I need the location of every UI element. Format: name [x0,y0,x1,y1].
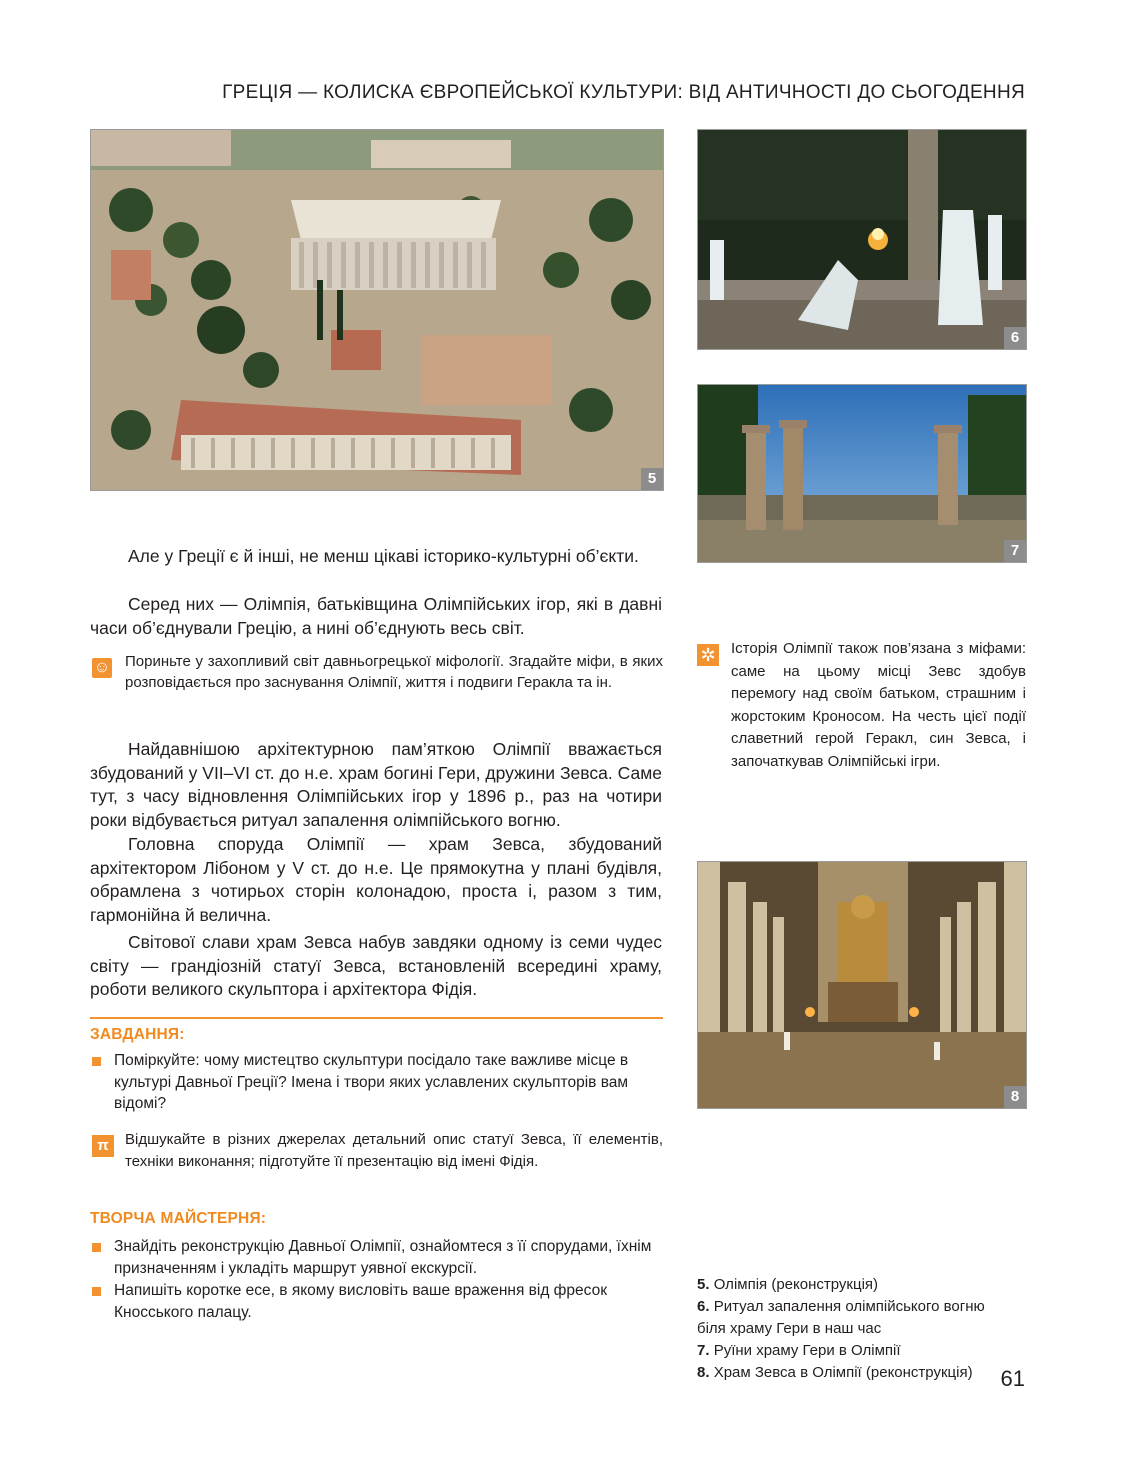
olympia-model-image [91,130,663,490]
workshop-olympia-tour: Знайдіть реконструкцію Давньої Олімпії, ознайомтеся з її спорудами, їхнім призначенням і укладіть маршрут уявної екскурсії. [114,1238,652,1277]
smile-icon: ☺ [93,659,111,676]
hera-ruins-image [698,385,1026,562]
paragraph-intro: Але у Греції є й інші, не менш цікаві історико-культурні об’єкти. [128,546,639,566]
paragraph-zeus-statue: Світової слави храм Зевса набув завдяки одному із семи чудес світу — грандіозній статуї Зевса, встановленій всередині храму, роботи великого скульптора і архітектора Фідія. [90,932,662,999]
note-mythology: Пориньте у захопливий світ давньогрецької міфології. Згадайте міфи, в яких розповідається про заснування Олімпії, життя і подвиги Геракла та ін. [125,653,663,691]
figure-zeus-temple [697,861,1027,1109]
caption-number: 5. [697,1276,710,1293]
bullet-square [92,1287,101,1296]
bullet-square [92,1243,101,1252]
figure-number-6: 6 [1004,327,1026,349]
task-sculpture: Поміркуйте: чому мистецтво скульптури посідало таке важливе місце в культурі Давньої Греції? Імена і твори яких уславлених скульпторів вам відомі? [114,1052,629,1112]
caption-number: 6. [697,1298,710,1315]
page-number: 61 [1000,1366,1025,1391]
caption-number: 8. [697,1364,710,1381]
section-divider [90,1017,663,1019]
caption-text: Храм Зевса в Олімпії (реконструкція) [713,1364,973,1381]
note-olympia-myth: Історія Олімпії також пов’язана з міфами: саме на цьому місці Зевс здобув перемогу над своїм батьком, страшним і жорстоким Кроносом. На честь цієї події славетний герой Геракл, син Зевса, і започаткував Олімпійські ігри. [731,640,1026,770]
tasks-title: ЗАВДАННЯ: [90,1026,185,1043]
zeus-temple-image [698,862,1026,1108]
running-header: ГРЕЦІЯ — КОЛИСКА ЄВРОПЕЙСЬКОЇ КУЛЬТУРИ: ВІД АНТИЧНОСТІ ДО СЬОГОДЕННЯ [222,82,1025,103]
workshop-essay: Напишіть коротке есе, в якому висловіть ваше враження від фресок Кносського палацу. [114,1282,607,1321]
caption-5 [697,1274,878,1296]
asterisk-icon: ✲ [697,644,719,666]
caption-6 [697,1296,1007,1340]
figure-number-8: 8 [1004,1086,1026,1108]
paragraph-zeus-temple: Головна споруда Олімпії — храм Зевса, збудований архітектором Лібоном у V ст. до н.е. Це прямокутна у плані будівля, обрамлена з чотирьох сторін колонадою, проста і, разом з тим, гармонійна й велична. [90,834,662,925]
workshop-title: ТВОРЧА МАЙСТЕРНЯ: [90,1210,267,1227]
figure-hera-ruins [697,384,1027,563]
caption-8 [697,1362,973,1384]
caption-text: Ритуал запалення олімпійського вогню біля храму Гери в наш час [697,1298,985,1337]
caption-text: Руїни храму Гери в Олімпії [713,1342,901,1359]
figure-number-7: 7 [1004,540,1026,562]
task-zeus-presentation: Відшукайте в різних джерелах детальний опис статуї Зевса, її елементів, техніки виконання; підготуйте її презентацію від імені Фідія. [125,1131,663,1170]
flame-ritual-image [698,130,1026,349]
bullet-square [92,1057,101,1066]
caption-7 [697,1340,901,1362]
figure-flame-ritual [697,129,1027,350]
figure-olympia-model [90,129,664,491]
paragraph-olympia: Серед них — Олімпія, батьківщина Олімпійських ігор, які в давні часи об’єднували Грецію, а нині об’єднують весь світ. [90,594,662,638]
figure-number-5: 5 [641,468,663,490]
paragraph-hera-temple: Найдавнішою архітектурною пам’яткою Олімпії вважається збудований у VII–VI ст. до н.е. храм богині Гери, дружини Зевса. Саме тут, з часу відновлення Олімпійських ігор у 1896 р., раз на чотири роки відбувається ритуал запалення олімпійського вогню. [90,739,662,830]
pi-icon: π [92,1135,114,1157]
caption-text: Олімпія (реконструкція) [713,1276,879,1293]
caption-number: 7. [697,1342,710,1359]
